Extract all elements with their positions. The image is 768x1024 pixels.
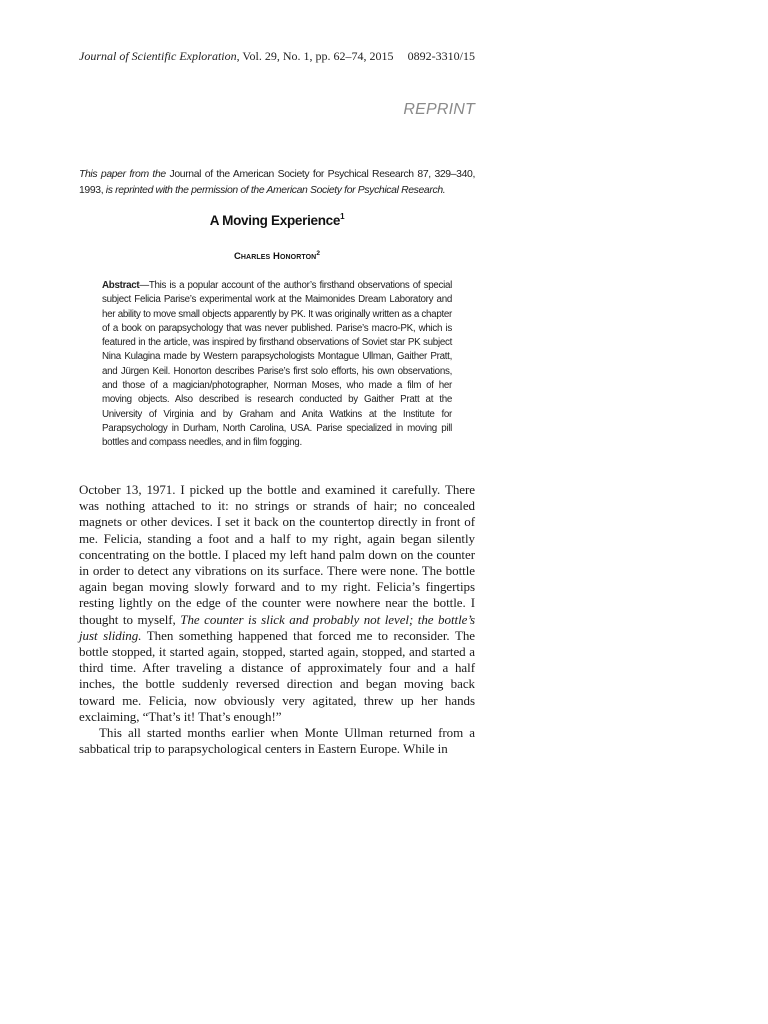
author-footnote-marker: 2 (316, 250, 321, 257)
article-title (79, 212, 475, 228)
reprint-notice (79, 167, 475, 198)
author-name: Charles Honorton (233, 251, 317, 262)
paragraph-text: This all started months earlier when Monte Ullman returned from a sabbatical trip to parapsychological centers in Eastern Europe. While in (79, 725, 475, 757)
notice-source: Journal of the American Society for Psychical Research 87, 329–340, 1993, (79, 169, 475, 196)
document-page (79, 0, 475, 1024)
title-footnote-marker: 1 (340, 212, 345, 221)
citation-details: , Vol. 29, No. 1, pp. 62–74, 2015 (236, 49, 394, 63)
abstract (102, 279, 452, 451)
abstract-label: Abstract (102, 280, 140, 291)
italic-thought: The counter is slick and probably not level; the bottle’s just sliding. (79, 611, 475, 643)
journal-citation (79, 49, 394, 63)
notice-lead: This paper from the (79, 169, 166, 180)
paragraph-text: October 13, 1971. I picked up the bottle and examined it carefully. There was nothing attached to it: no strings or strands of hair; no concealed magnets or other devices. I set it back on the countertop directly in front of me. Felicia, standing a foot and a half to my right, again began silently concentrating on the bottle. I placed my left hand palm down on the counter in order to detect any vibrations on its surface. There were none. The bottle again began moving slowly forward and to my right. Felicia’s fingertips resting lightly on the edge of the counter were nowhere near the bottle. I thought to myself, (79, 482, 475, 627)
body-paragraph (79, 725, 475, 757)
issn-code: 0892-3310/15 (407, 49, 475, 63)
body-text (79, 482, 475, 757)
author-line (79, 250, 475, 262)
abstract-text: —This is a popular account of the author’s firsthand observations of special subject Felicia Parise’s experimental work at the Maimonides Dream Laboratory and her ability to move small objects apparently by PK. It was originally written as a chapter of a book on parapsychology that was never published. Parise’s macro-PK, which is featured in the article, was inspired by firsthand observations of Soviet star PK subject Nina Kulagina made by Western parapsychologists Montague Ullman, Gaither Pratt, and Jürgen Keil. Honorton describes Parise’s first solo efforts, his own observations, and those of a magician/photographer, Norman Moses, who made a film of her moving objects. Also described is research conducted by Gaither Pratt at the University of Virginia and by Graham and Anita Watkins at the Institute for Parapsychology in Durham, North Carolina, USA. Parise specialized in moving pill bottles and compass needles, and in film fogging. (102, 280, 452, 449)
paragraph-text: Then something happened that forced me to reconsider. The bottle stopped, it started again, stopped, started again, stopped, and started a third time. After traveling a distance of approximately four and a half inches, the bottle suddenly reversed direction and began moving back toward me. Felicia, now obviously very agitated, threw up her hands exclaiming, “That’s it! That’s enough!” (79, 627, 476, 724)
notice-permission: is reprinted with the permission of the American Society for Psychical Research. (105, 184, 446, 196)
title-text: A Moving Experience (209, 213, 341, 228)
body-paragraph (79, 482, 475, 725)
journal-name: Journal of Scientific Exploration (79, 49, 237, 63)
reprint-label: REPRINT (403, 101, 475, 118)
